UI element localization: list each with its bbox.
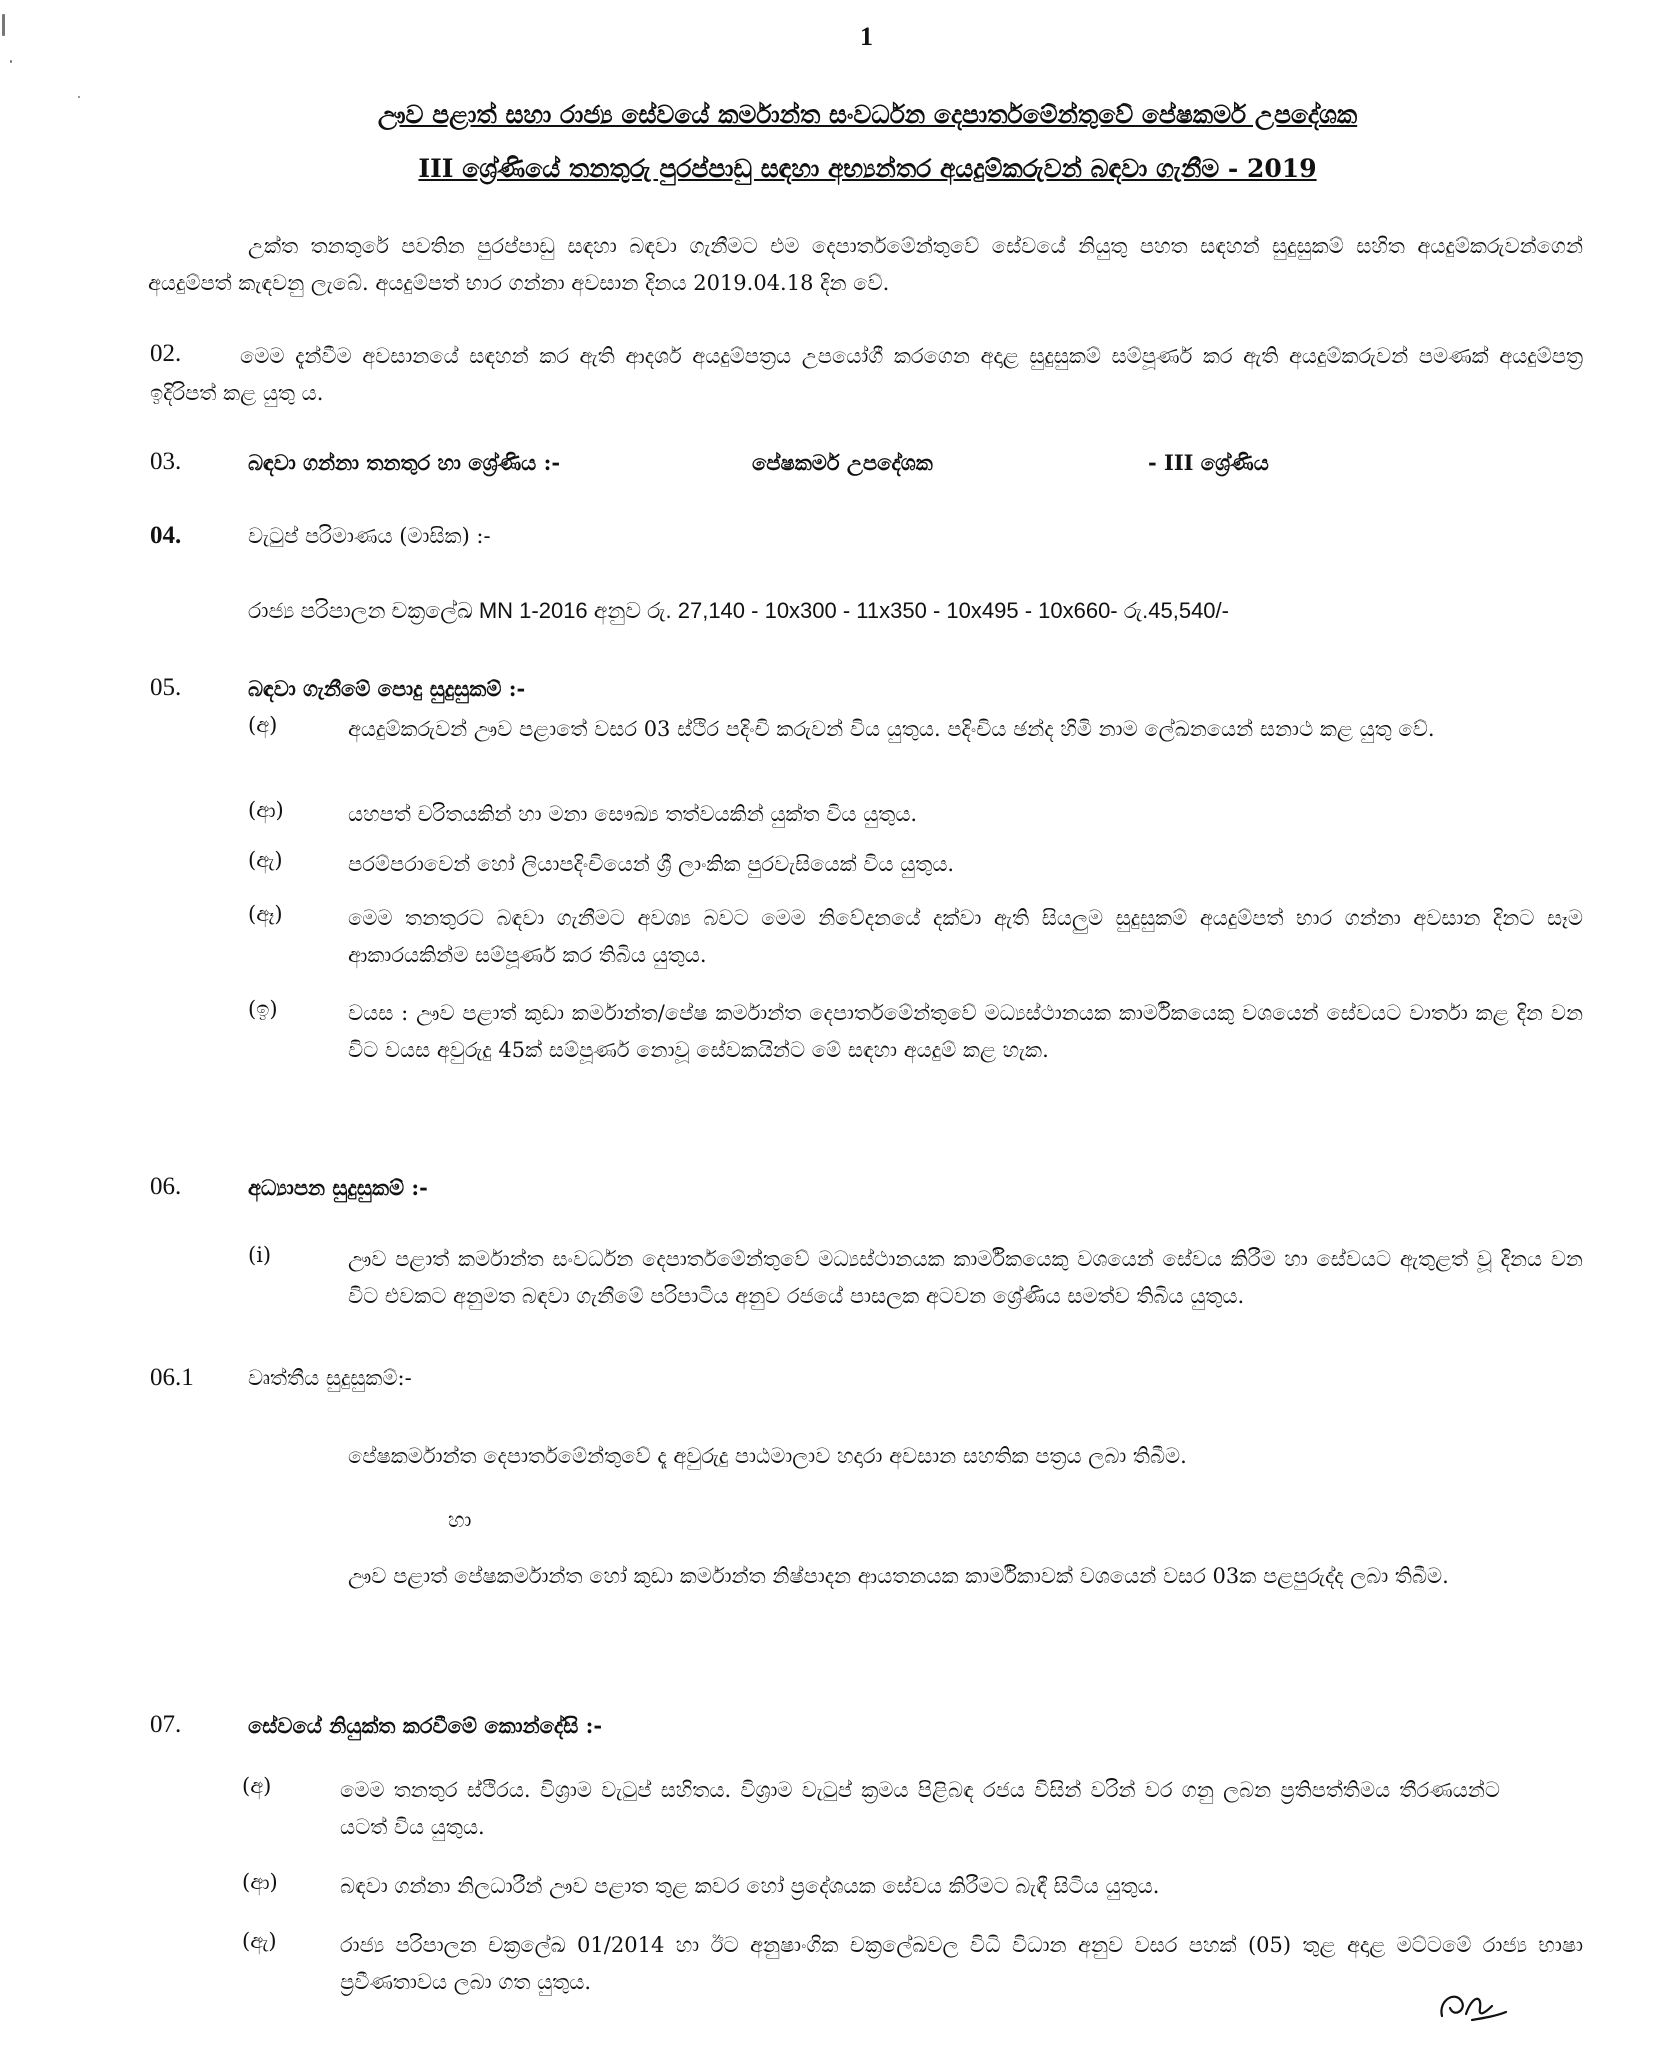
section-05-number: 05. [150,674,182,701]
intro-paragraph: උක්ත තනතුරේ පවතින පුරප්පාඩු සඳහා බඳවා ගැනීමට එම දෙපාර්තමේන්තුවේ සේවයේ නියුතු පහත සඳහන් සුදුසුකම් සහිත අයදුම්කරුවන්ගෙන් අයදුම්පත් කැඳවනු ලැබේ. අයදුම්පත් භාර ගන්නා අවසාන දිනය 2019.04.18 දින වේ. [148,234,1583,295]
list-item-text: ඌව පළාත් කර්මාන්ත සංවර්ධන දෙපාර්තමේන්තුවේ මධ්‍යස්ථානයක කාර්මිකයෙකු වශයෙන් සේවය කිරීම හා සේවයට ඇතුළත් වූ දිනය වන විට එවකට අනුමත බඳවා ගැනීමේ පරිපාටිය අනුව රජයේ පාසලක අටවන ශ්‍රේණිය සමත්ව තිබිය යුතුය. [348,1247,1583,1308]
list-item-text: පරම්පරාවෙන් හෝ ලියාපදිංචියෙන් ශ්‍රී ලාංකික පුරවැසියෙක් විය යුතුය. [348,852,955,876]
section-07-number: 07. [150,1711,182,1738]
vocational-qualification-2: ඌව පළාත් පේෂකර්මාන්ත හෝ කුඩා කර්මාන්ත නිෂ්පාදන ආයතනයක කාර්මිකාවක් වශයෙන් වසර 03ක පළපුරුද්ද ලබා තිබීම. [348,1564,1449,1588]
section-06-label: අධ්‍යාපන සුදුසුකම් :- [248,1175,428,1200]
list-item-text: අයදුම්කරුවන් ඌව පළාතේ වසර 03 ස්ථිර පදිංචි කරුවන් විය යුතුය. පදිංචිය ඡන්ද හිමි නාම ලේඛනයෙන් සනාථ කළ යුතු වේ. [348,717,1435,741]
section-02-number: 02. [150,340,182,367]
list-item-text: වයස : ඌව පළාත් කුඩා කර්මාන්ත/පේෂ කර්මාන්ත දෙපාර්තමේන්තුවේ මධ්‍යස්ථානයක කාර්මිකයෙකු වශයෙන් සේවයට වාර්තා කළ දින වන විට වයස අවුරුදු 45ක් සම්පූර්ණ නොවූ සේවකයින්ට මේ සඳහා අයදුම් කළ හැක. [348,1001,1583,1062]
list-item-text: යහපත් චරිතයකින් හා මනා සෞඛ්‍ය තත්වයකින් යුක්ත විය යුතුය. [348,802,918,826]
section-04-label: වැටුප් පරිමාණය (මාසික) :- [248,524,491,548]
list-item-text: බඳවා ගන්නා නිලධාරීන් ඌව පළාත තුළ කවර හෝ ප්‍රදේශයක සේවය කිරීමට බැඳී සිටිය යුතුය. [340,1874,1160,1898]
list-item-marker: (අ) [242,1774,272,1798]
list-item-marker: (ඉ) [248,997,278,1021]
list-item-marker: (ඇ) [242,1929,277,1953]
list-item-marker: (ආ) [242,1870,278,1894]
list-item-text: මෙම තනතුරට බඳවා ගැනීමට අවශ්‍ය බවට මෙම නිවේදනයේ දක්වා ඇති සියලුම සුදුසුකම් අයදුම්පත් භාර ගන්නා අවසාන දිනට සෑම ආකාරයකින්ම සම්පූර්ණ කර තිබිය යුතුය. [348,906,1583,967]
title-line-1: ඌව පළාත් සහා රාජ්‍ය සේවයේ කර්මාන්ත සංවර්ධන දෙපාර්තමේන්තුවේ පේෂකර්ම උපදේශක [377,100,1358,129]
section-07-label: සේවයේ නියුක්ත කරවීමේ කොන්දේසි :- [248,1713,603,1738]
section-05-label: බඳවා ගැනීමේ පොදු සුදුසුකම් :- [248,676,526,701]
page-number: 1 [860,22,873,51]
list-item-marker: (අ) [248,713,278,737]
list-item-marker: (ඈ) [248,902,283,926]
section-06-number: 06. [150,1173,182,1200]
list-item-text: මෙම තනතුර ස්ථිරය. විශ්‍රාම වැටුප් සහිතය. විශ්‍රාම වැටුප් ක්‍රමය පිළිබඳ රජය විසින් වරින් වර ගනු ලබන ප්‍රතිපත්තිමය තීරණයන්ට යටත් විය යුතුය. [340,1778,1500,1839]
list-item-text: රාජ්‍ය පරිපාලන චක්‍රලේඛ 01/2014 හා ඊට අනුෂාංගික චක්‍රලේඛවල විධි විධාන අනුව වසර පහක් (05) තුළ අදාළ මට්ටමේ රාජ්‍ය භාෂා ප්‍රවීණතාවය ලබා ගත යුතුය. [340,1933,1583,1994]
post-name: පේෂකර්ම උපදේශක [752,450,933,475]
section-03-number: 03. [150,448,182,475]
section-03-label: බඳවා ගන්නා තනතුර හා ශ්‍රේණිය :- [248,450,561,475]
scan-artifact [78,96,80,98]
section-02-text: මෙම දැන්වීම අවසානයේ සඳහන් කර ඇති ආදර්ශ අයදුම්පත්‍රය උපයෝගී කරගෙන අදාළ සුදුසුකම් සම්පූර්ණ කර ඇති අයදුම්කරුවන් පමණක් අයදුම්පත්‍ර ඉදිරිපත් කළ යුතු ය. [150,344,1584,405]
section-06-1-label: වෘත්තීය සුදුසුකම්:- [248,1366,412,1390]
signature-initials [1432,1978,1512,2028]
list-item-marker: (ආ) [248,798,284,822]
list-item-marker: (i) [248,1243,272,1267]
title-line-2: III ශ්‍රේණියේ තනතුරු පුරප්පාඩු සඳහා අභ්‍යන්තර අයදුම්කරුවන් බඳවා ගැනීම - 2019 [418,154,1317,183]
salary-scale: රාජ්‍ය පරිපාලන චක්‍රලේඛ MN 1-2016 අනුව රු. 27,140 - 10x300 - 11x350 - 10x495 - 10x660- රු.45,540/- [248,598,1229,623]
scan-artifact [10,60,12,63]
section-04-number: 04. [150,522,182,549]
list-item-marker: (ඇ) [248,848,283,872]
section-06-1-number: 06.1 [150,1364,194,1391]
post-grade: - III ශ්‍රේණිය [1148,450,1269,475]
scan-artifact [2,14,5,36]
vocational-qualification-1: පේෂකර්මාන්ත දෙපාර්තමේන්තුවේ දෑ අවුරුදු පාඨමාලාව හදාරා අවසාන සහතික පත්‍රය ලබා තිබීම. [348,1444,1187,1468]
conjunction-and: හා [448,1508,472,1532]
